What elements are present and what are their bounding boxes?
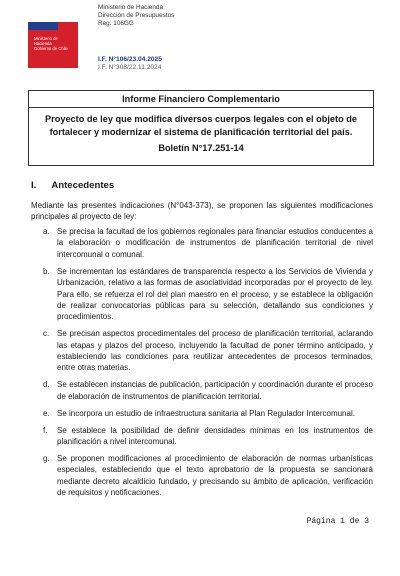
boletin-number: Boletín N°17.251-14: [158, 143, 244, 153]
if-number: I.F. N°106/23.04.2025: [98, 56, 162, 63]
ministry-header: [98, 4, 174, 29]
title-divider: [29, 107, 373, 108]
hacienda-logo: [28, 22, 78, 68]
list-item: [43, 328, 373, 374]
list-item: [43, 266, 373, 323]
bill-title: Proyecto de ley que modifica diversos cuerpos legales con el objeto de fortalecer y modernizar el sistema de planificación territorial del país.: [45, 114, 357, 137]
list-marker: d.: [43, 380, 50, 390]
list-item: [43, 453, 373, 499]
list-item: [43, 379, 373, 402]
list-item-text: Se incrementan los estándares de transparencia respecto a los Servicios de Vivienda y Urbanización, relativo a las formas de asociatividad incorporadas por el proyecto de ley. Para ello, se refuerza el rol del plan maestro en el proceso, y se establece la obligación de realizar convocatorias públicas para su selección, detallando sus condiciones y procedimientos.: [57, 266, 373, 322]
logo-text: Ministerio de Hacienda Gobierno de Chile: [34, 36, 68, 51]
page-number: Página 1 de 3: [306, 517, 369, 526]
title-box: [28, 90, 374, 166]
report-reference: [98, 56, 162, 72]
list-item-text: Se incorpora un estudio de infraestructura sanitaria al Plan Regulador Intercomunal.: [57, 408, 355, 418]
list-item-text: Se establecen instancias de publicación, participación y coordinación durante el proceso de elaboración de instrumentos de planificación territorial.: [57, 380, 373, 401]
list-item: [43, 226, 373, 260]
ministry-line: Reg. 106GG: [98, 20, 134, 28]
list-marker: a.: [43, 227, 50, 236]
ministry-line: Dirección de Presupuestos: [98, 12, 175, 20]
list-marker: f.: [43, 425, 48, 435]
list-marker: c.: [43, 329, 50, 339]
ministry-line: Ministerio de Hacienda: [98, 4, 164, 11]
list-marker: g.: [43, 453, 50, 463]
section-intro: Mediante las presentes indicaciones (N°043-373), se proponen las siguientes modificaciones principales al proyecto de ley:: [31, 201, 373, 222]
report-type-label: Informe Financiero Complementario: [122, 94, 280, 104]
list-item-text: Se precisan aspectos procedimentales del proceso de planificación territorial, aclarando las etapas y plazos del proceso, incluyendo la facultad de poner término anticipado, y estableciendo las condiciones para reutilizar antecedentes de procesos terminados, entre otras materias.: [57, 329, 373, 373]
list-item-text: Se precisa la facultad de los gobiernos regionales para financiar estudios conducentes a la elaboración o modificación de instrumentos de planificación territorial de nivel intercomunal o comunal.: [57, 227, 373, 259]
section-title: Antecedentes: [51, 180, 115, 191]
list-marker: b.: [43, 266, 50, 276]
modifications-list: [43, 226, 373, 499]
if-previous: I.F. N°308/22.11.2024: [98, 64, 162, 71]
list-item: [43, 425, 373, 448]
list-item: [43, 408, 373, 419]
list-item-text: Se establece la posibilidad de definir densidades mínimas en los instrumentos de planificación a nivel intercomunal.: [57, 425, 373, 446]
list-item-text: Se proponen modificaciones al procedimiento de elaboración de normas urbanísticas especiales, estableciendo que el texto aprobatorio de la propuesta se sancionará mediante decreto alcaldicio fundado, y precisando su ámbito de aplicación, verificación de requisitos y notificaciones.: [57, 453, 373, 498]
section-number: I.: [31, 180, 37, 191]
list-marker: e.: [43, 408, 50, 418]
section-heading: [31, 180, 114, 191]
